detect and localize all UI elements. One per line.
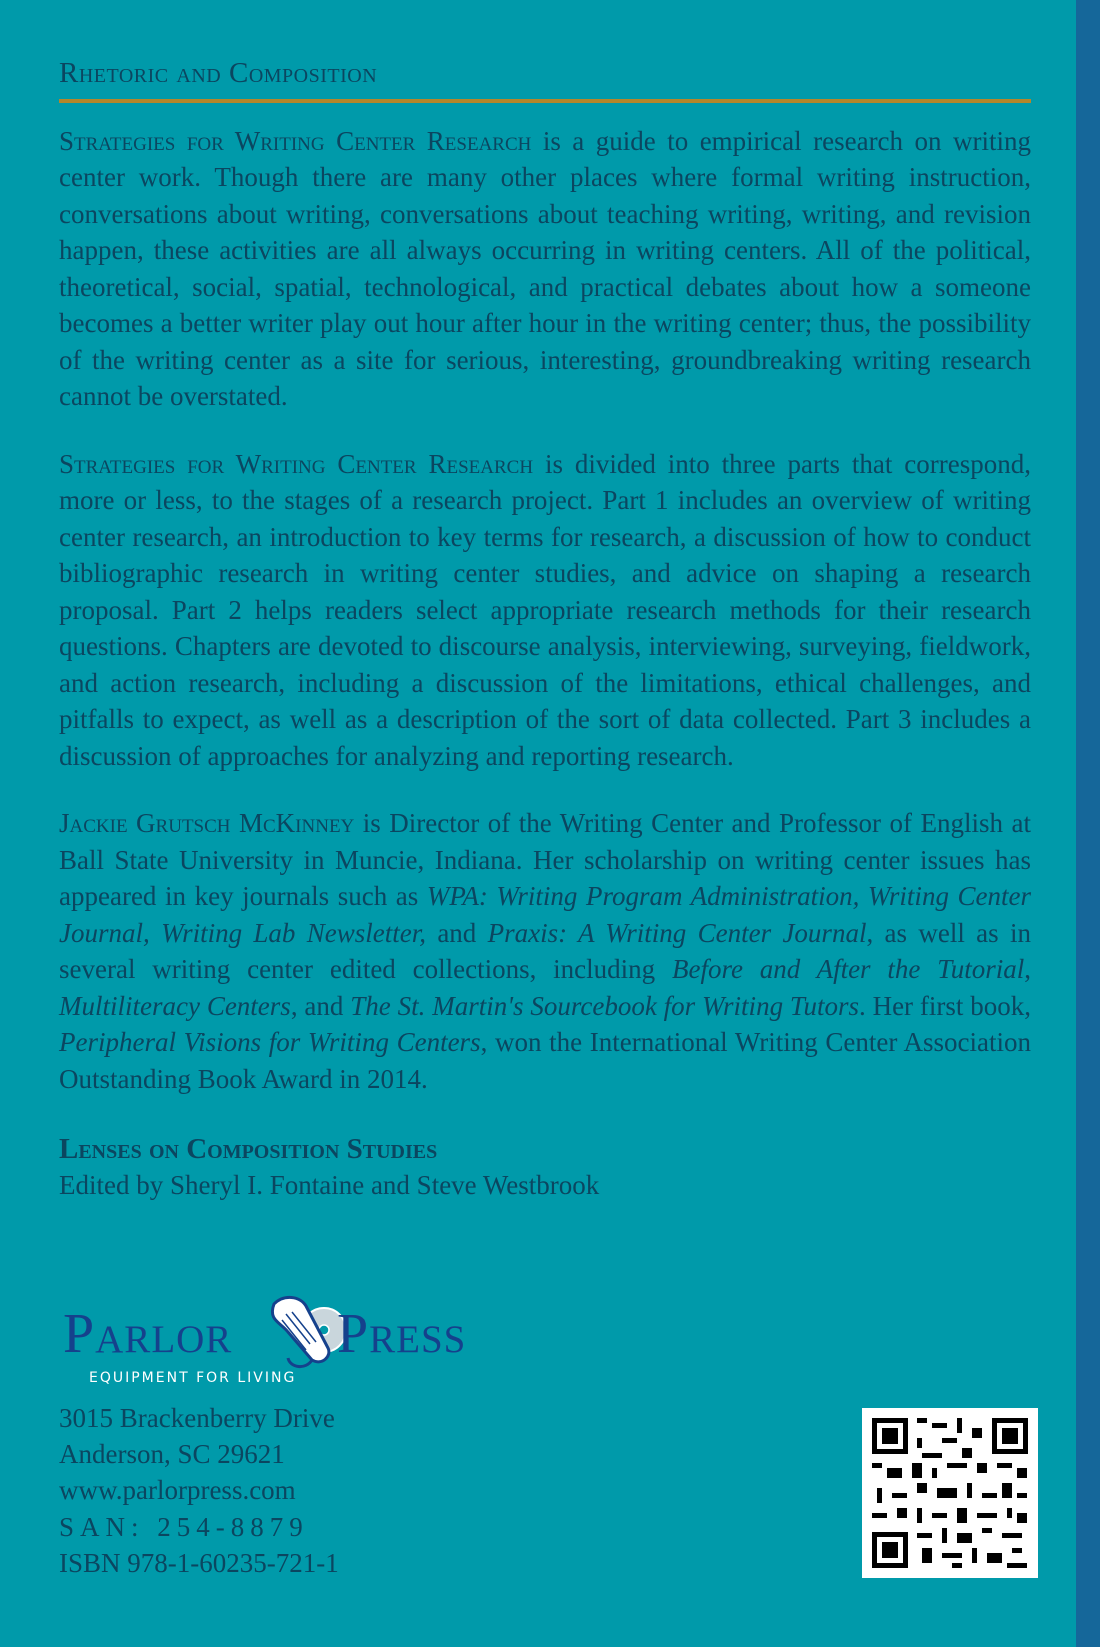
book-title: Strategies for Writing Center Research: [59, 448, 534, 479]
bio-text: and: [426, 917, 488, 948]
san-number: SAN: 254-8879: [59, 1511, 309, 1542]
bio-text: ,: [1024, 954, 1031, 985]
collection-title: The St. Martin's Sourcebook for Writing Tutors: [350, 990, 859, 1021]
publisher-info: [59, 1400, 339, 1581]
series-editors: Edited by Sheryl I. Fontaine and Steve Westbrook: [59, 1170, 600, 1201]
logo-word-press: Press: [337, 1303, 467, 1365]
bio-text: , and: [290, 990, 351, 1021]
bio-text: , as well as in several writing center edited collections, including: [59, 917, 1031, 985]
bio-text: . Her first book,: [858, 990, 1032, 1021]
description-paragraph-1: [59, 123, 1031, 415]
category-header: Rhetoric and Composition: [59, 57, 378, 89]
isbn-number: ISBN 978-1-60235-721-1: [59, 1547, 339, 1578]
publisher-website: www.parlorpress.com: [59, 1475, 296, 1506]
qr-pattern: [862, 1408, 1038, 1578]
bio-text: is Director of the Writing Center and Professor of English at Ball State University in Muncie, Indiana. Her scholarship on writing center issues has appeared in key journals such as: [59, 808, 1031, 912]
logo-word-parlor: Parlor: [63, 1303, 233, 1365]
description-paragraph-2: [59, 446, 1031, 775]
journal-title: Praxis: A Writing Center Journal: [487, 917, 867, 948]
series-name: Lenses on Composition Studies: [59, 1133, 438, 1166]
back-cover-text: [59, 56, 1031, 1203]
journal-list: WPA: Writing Program Administration, Writing Center Journal, Writing Lab Newsletter,: [59, 881, 1031, 948]
qr-code: [862, 1408, 1038, 1578]
author-name: Jackie Grutsch McKinney: [59, 808, 355, 839]
logo-tagline: EQUIPMENT FOR LIVING: [89, 1370, 297, 1386]
address-line-2: Anderson, SC 29621: [59, 1439, 285, 1470]
header-rule: [59, 99, 1031, 103]
bio-text: , won the International Writing Center Association Outstanding Book Award in 2014.: [59, 1027, 1031, 1094]
series-block: [59, 1131, 1031, 1203]
address-line-1: 3015 Brackenberry Drive: [59, 1403, 335, 1433]
paragraph-1-text: is a guide to empirical research on writing center work. Though there are many other places where formal writing instruction, conversations about writing, conversations about teaching writing, writing, and revision happen, these activities are all always occurring in writing centers. All of the political, theoretical, social, spatial, technological, and practical debates about how a someone becomes a better writer play out hour after hour in the writing center; thus, the possibility of the writing center as a site for serious, interesting, groundbreaking writing research cannot be overstated.: [59, 125, 1031, 412]
collection-title: Multiliteracy Centers: [59, 990, 291, 1021]
spine-edge: [1076, 0, 1100, 1647]
first-book-title: Peripheral Visions for Writing Centers: [59, 1027, 481, 1058]
publisher-logo: [59, 1290, 519, 1400]
collection-title: Before and After the Tutorial: [671, 954, 1025, 985]
scroll-and-disc-icon: [266, 1290, 346, 1380]
book-title: Strategies for Writing Center Research: [59, 125, 532, 156]
author-bio: [59, 805, 1031, 1097]
paragraph-2-text: is divided into three parts that correspond, more or less, to the stages of a research project. Part 1 includes an overview of writing center research, an introduction to key terms for research, a discussion of how to conduct bibliographic research in writing center studies, and advice on shaping a research proposal. Part 2 helps readers select appropriate research methods for their research questions. Chapters are devoted to discourse analysis, interviewing, surveying, fieldwork, and action research, including a discussion of the limitations, ethical challenges, and pitfalls to expect, as well as a description of the sort of data collected. Part 3 includes a discussion of approaches for analyzing and reporting research.: [59, 448, 1031, 771]
